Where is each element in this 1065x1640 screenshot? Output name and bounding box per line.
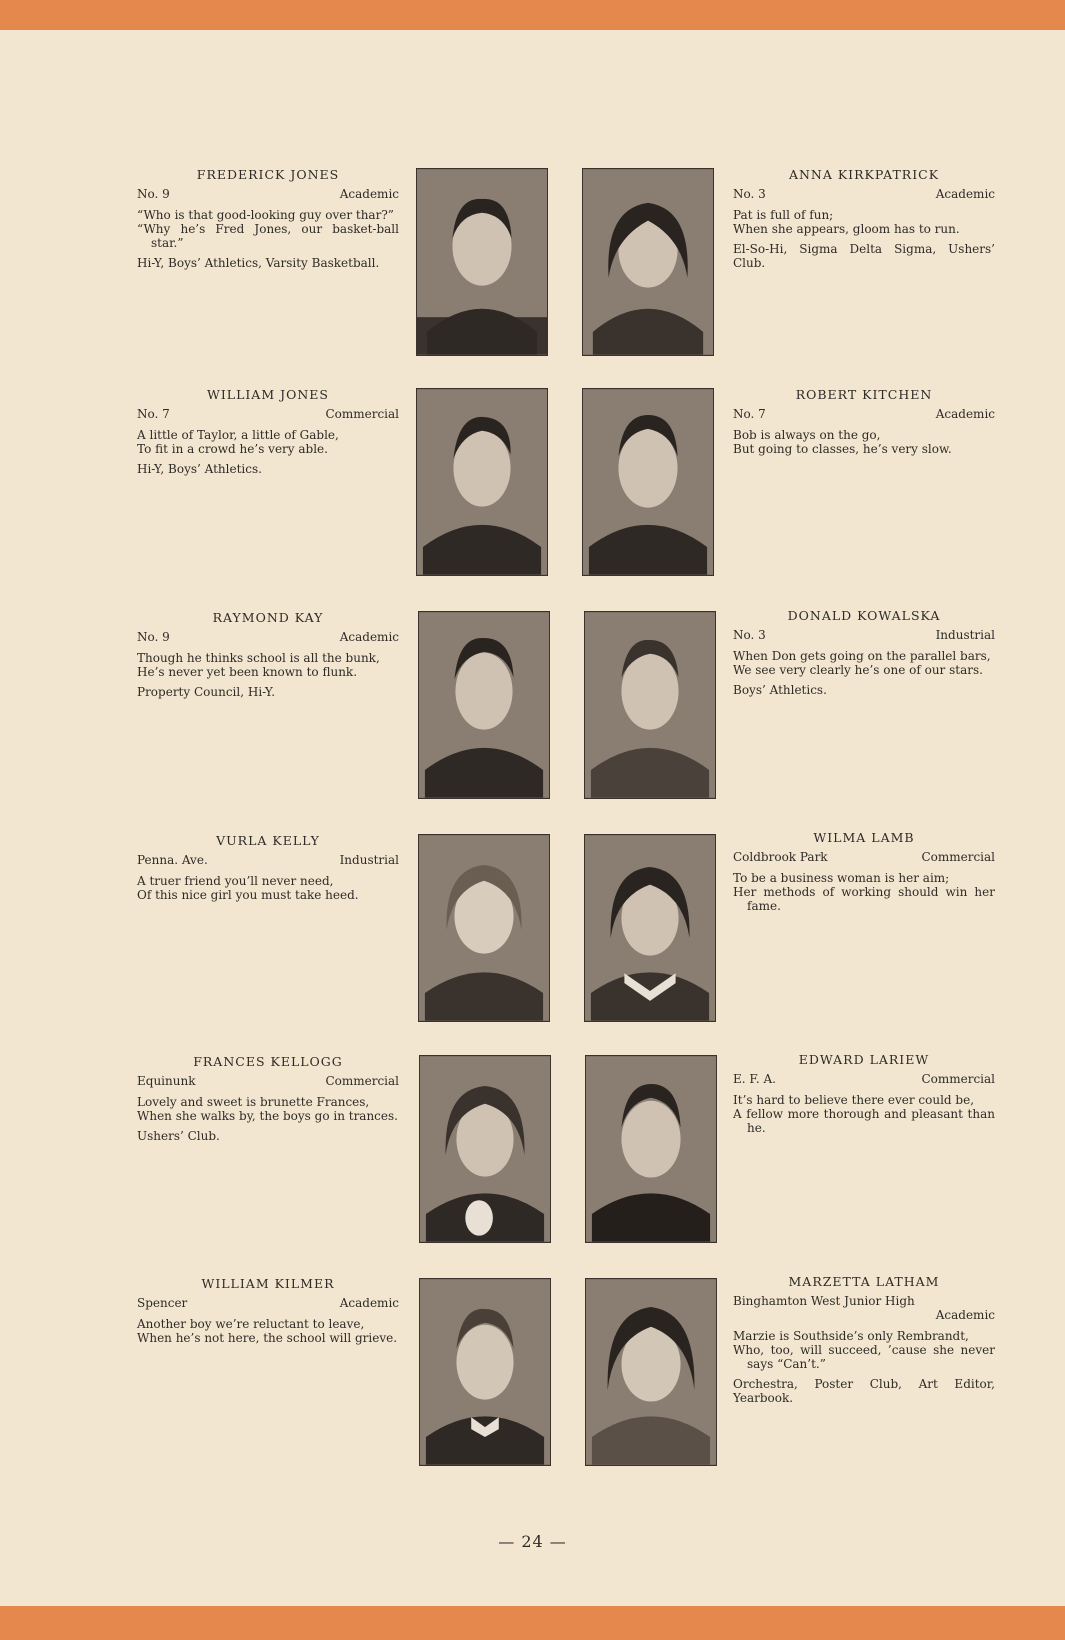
- student-origin: Coldbrook Park: [733, 850, 828, 864]
- verse-line: Though he thinks school is all the bunk,: [137, 651, 380, 665]
- student-entry: [137, 168, 399, 276]
- verse-line: A fellow more thorough and pleasant than he.: [733, 1107, 995, 1135]
- page-number: — 24 —: [498, 1532, 567, 1551]
- student-course: Commercial: [921, 1072, 995, 1086]
- student-course: Commercial: [325, 1074, 399, 1088]
- student-verse: [137, 208, 399, 250]
- student-meta: [137, 1074, 399, 1088]
- student-course: Academic: [935, 1308, 995, 1322]
- student-verse: [733, 428, 995, 456]
- student-meta: [137, 630, 399, 644]
- student-portrait: [585, 1278, 717, 1466]
- student-name: ANNA KIRKPATRICK: [788, 167, 940, 182]
- student-name: WILMA LAMB: [813, 830, 915, 845]
- verse-line: A little of Taylor, a little of Gable,: [137, 428, 339, 442]
- student-course: Academic: [339, 1296, 399, 1310]
- student-portrait: [416, 168, 548, 356]
- student-name: MARZETTA LATHAM: [788, 1274, 940, 1289]
- student-origin: No. 9: [137, 187, 170, 201]
- student-meta: [733, 407, 995, 421]
- student-verse: [733, 1329, 995, 1371]
- student-origin: No. 7: [733, 407, 766, 421]
- student-portrait: [585, 1055, 717, 1243]
- verse-line: Another boy we’re reluctant to leave,: [137, 1317, 365, 1331]
- student-origin: Binghamton West Junior High: [733, 1294, 915, 1308]
- verse-line: When she appears, gloom has to run.: [733, 222, 960, 236]
- student-entry: [137, 388, 399, 482]
- student-meta: [137, 1296, 399, 1310]
- student-meta: [137, 853, 399, 867]
- student-name: FREDERICK JONES: [196, 167, 340, 182]
- student-name: WILLIAM KILMER: [201, 1276, 335, 1291]
- verse-line: When Don gets going on the parallel bars,: [733, 649, 991, 663]
- student-origin: No. 9: [137, 630, 170, 644]
- student-entry: [137, 834, 399, 908]
- student-activities: Orchestra, Poster Club, Art Editor, Yearbook.: [733, 1377, 995, 1405]
- student-verse: [137, 1317, 399, 1345]
- student-portrait: [416, 388, 548, 576]
- student-verse: [137, 428, 399, 456]
- student-origin: No. 3: [733, 187, 766, 201]
- student-portrait: [584, 611, 716, 799]
- verse-line: Who, too, will succeed, ’cause she never says “Can’t.”: [733, 1343, 995, 1371]
- verse-line: “Who is that good-looking guy over thar?”: [137, 208, 394, 222]
- verse-line: Her methods of working should win her fame.: [733, 885, 995, 913]
- student-entry: [733, 1053, 995, 1141]
- student-verse: [137, 1095, 399, 1123]
- student-name: DONALD KOWALSKA: [787, 608, 941, 623]
- student-activities: Hi-Y, Boys’ Athletics.: [137, 462, 262, 476]
- verse-line: When she walks by, the boys go in trances.: [137, 1109, 398, 1123]
- student-verse: [733, 649, 995, 677]
- student-course: Academic: [339, 187, 399, 201]
- student-meta: [137, 187, 399, 201]
- student-verse: [137, 651, 399, 679]
- student-entry: [733, 168, 995, 276]
- student-portrait: [582, 168, 714, 356]
- student-name: WILLIAM JONES: [206, 387, 329, 402]
- verse-line: He’s never yet been known to flunk.: [137, 665, 358, 679]
- verse-line: “Why he’s Fred Jones, our basket-ball star.”: [137, 222, 399, 250]
- student-entry: [733, 388, 995, 462]
- student-course: Academic: [935, 187, 995, 201]
- student-activities: Property Council, Hi-Y.: [137, 685, 276, 699]
- student-name: FRANCES KELLOGG: [193, 1054, 343, 1069]
- student-portrait: [418, 611, 550, 799]
- verse-line: It’s hard to believe there ever could be,: [733, 1093, 975, 1107]
- verse-line: When he’s not here, the school will grieve.: [137, 1331, 398, 1345]
- student-verse: [137, 874, 399, 902]
- student-origin: No. 3: [733, 628, 766, 642]
- student-course: Academic: [935, 407, 995, 421]
- student-portrait: [419, 1055, 551, 1243]
- student-origin: Spencer: [137, 1296, 188, 1310]
- verse-line: We see very clearly he’s one of our stars.: [733, 663, 983, 677]
- student-portrait: [418, 834, 550, 1022]
- verse-line: To fit in a crowd he’s very able.: [137, 442, 328, 456]
- verse-line: A truer friend you’ll never need,: [137, 874, 334, 888]
- bottom-orange-band: [0, 1606, 1065, 1640]
- student-entry: [137, 1055, 399, 1149]
- student-portrait: [582, 388, 714, 576]
- student-verse: [733, 871, 995, 913]
- student-meta: [733, 628, 995, 642]
- student-name: RAYMOND KAY: [212, 610, 324, 625]
- student-activities: Ushers’ Club.: [137, 1129, 220, 1143]
- verse-line: But going to classes, he’s very slow.: [733, 442, 952, 456]
- student-portrait: [584, 834, 716, 1022]
- student-portrait: [419, 1278, 551, 1466]
- student-meta: [733, 850, 995, 864]
- student-meta: [733, 1294, 995, 1322]
- student-name: ROBERT KITCHEN: [795, 387, 933, 402]
- student-verse: [733, 1093, 995, 1135]
- student-course: Commercial: [921, 850, 995, 864]
- student-course: Industrial: [935, 628, 995, 642]
- student-origin: Equinunk: [137, 1074, 196, 1088]
- verse-line: Pat is full of fun;: [733, 208, 834, 222]
- student-entry: [733, 1275, 995, 1411]
- student-course: Commercial: [325, 407, 399, 421]
- student-name: VURLA KELLY: [216, 833, 320, 848]
- student-activities: Hi-Y, Boys’ Athletics, Varsity Basketball.: [137, 256, 380, 270]
- student-name: EDWARD LARIEW: [798, 1052, 930, 1067]
- student-origin: No. 7: [137, 407, 170, 421]
- student-entry: [733, 609, 995, 703]
- student-entry: [137, 611, 399, 705]
- top-orange-band: [0, 0, 1065, 30]
- verse-line: Lovely and sweet is brunette Frances,: [137, 1095, 370, 1109]
- verse-line: Of this nice girl you must take heed.: [137, 888, 359, 902]
- verse-line: To be a business woman is her aim;: [733, 871, 950, 885]
- student-entry: [733, 831, 995, 919]
- student-meta: [733, 1072, 995, 1086]
- student-verse: [733, 208, 995, 236]
- student-course: Industrial: [339, 853, 399, 867]
- student-activities: El-So-Hi, Sigma Delta Sigma, Ushers’ Club.: [733, 242, 995, 270]
- student-meta: [733, 187, 995, 201]
- student-origin: E. F. A.: [733, 1072, 776, 1086]
- student-course: Academic: [339, 630, 399, 644]
- student-origin: Penna. Ave.: [137, 853, 208, 867]
- verse-line: Marzie is Southside’s only Rembrandt,: [733, 1329, 969, 1343]
- student-entry: [137, 1277, 399, 1351]
- verse-line: Bob is always on the go,: [733, 428, 881, 442]
- student-meta: [137, 407, 399, 421]
- student-activities: Boys’ Athletics.: [733, 683, 827, 697]
